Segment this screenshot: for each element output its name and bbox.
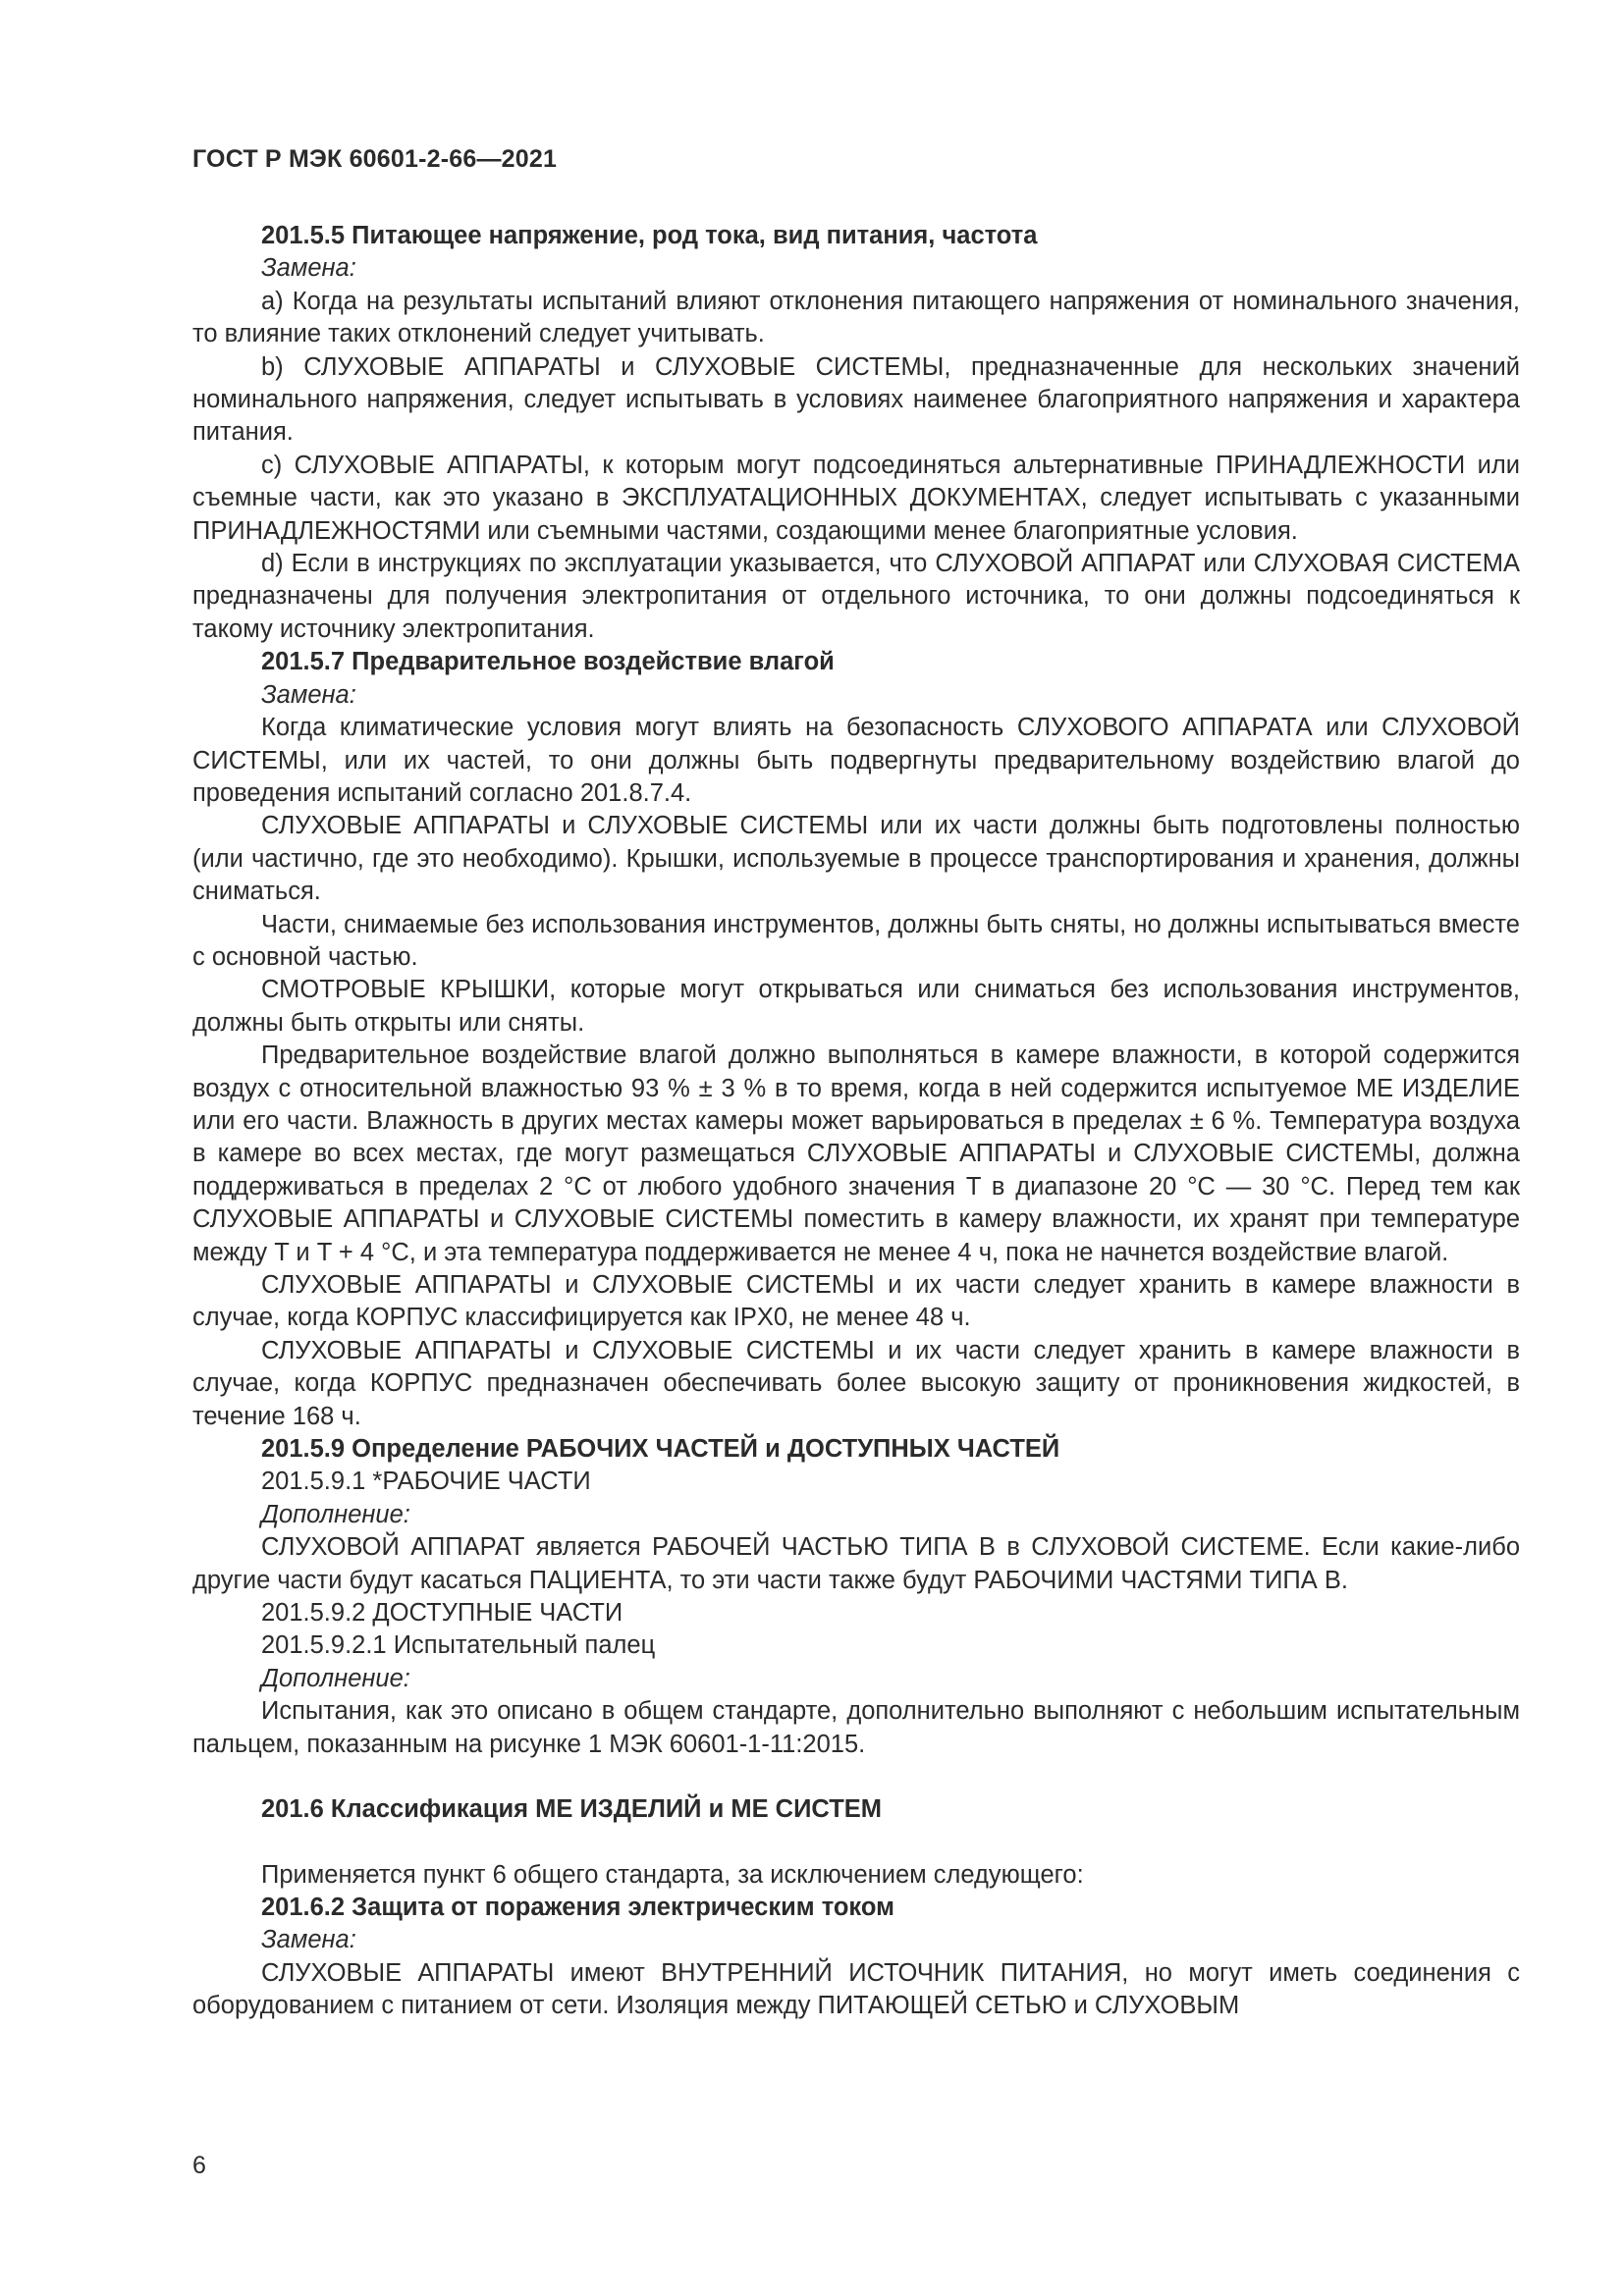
paragraph-b: b) СЛУХОВЫЕ АППАРАТЫ и СЛУХОВЫЕ СИСТЕМЫ, предназначенные для нескольких значений номинального напряжения, следует испытывать в условиях наименее благоприятного напряжения и характера питания. [192, 352, 1520, 447]
subsection-201-5-9-2: 201.5.9.2 ДОСТУПНЫЕ ЧАСТИ [261, 1599, 623, 1628]
paragraph: СМОТРОВЫЕ КРЫШКИ, которые могут открываться или сниматься без использования инструментов, должны быть открыты или сняты. [192, 976, 1520, 1037]
paragraph: СЛУХОВЫЕ АППАРАТЫ и СЛУХОВЫЕ СИСТЕМЫ и их части следует хранить в камере влажности в случае, когда КОРПУС классифицируется как IPX0, не менее 48 ч. [192, 1271, 1520, 1332]
paragraph: Части, снимаемые без использования инструментов, должны быть сняты, но должны испытываться вместе с основной частью. [192, 910, 1520, 971]
paragraph: СЛУХОВОЙ АППАРАТ является РАБОЧЕЙ ЧАСТЬЮ ТИПА B в СЛУХОВОЙ СИСТЕМЕ. Если какие-либо другие части будут касаться ПАЦИЕНТА, то эти части также будут РАБОЧИМИ ЧАСТЯМИ ТИПА B. [192, 1533, 1520, 1594]
replacement-note: Замена: [261, 1926, 356, 1954]
paragraph: СЛУХОВЫЕ АППАРАТЫ имеют ВНУТРЕННИЙ ИСТОЧНИК ПИТАНИЯ, но могут иметь соединения с оборудованием с питанием от сети. Изоляция между ПИТАЮЩЕЙ СЕТЬЮ и СЛУХОВЫМ [192, 1958, 1520, 2020]
paragraph: СЛУХОВЫЕ АППАРАТЫ и СЛУХОВЫЕ СИСТЕМЫ и их части следует хранить в камере влажности в случае, когда КОРПУС предназначен обеспечивать более высокую защиту от проникновения жидкостей, в течение 168 ч. [192, 1336, 1520, 1430]
standard-header: ГОСТ Р МЭК 60601-2-66—2021 [192, 145, 558, 173]
paragraph-a: a) Когда на результаты испытаний влияют отклонения питающего напряжения от номинального значения, то влияние таких отклонений следует учитывать. [192, 287, 1520, 348]
section-title-201-5-5: 201.5.5 Питающее напряжение, род тока, вид питания, частота [261, 222, 1038, 249]
subsection-201-5-9-2-1: 201.5.9.2.1 Испытательный палец [261, 1631, 656, 1660]
section-title-201-5-7: 201.5.7 Предварительное воздействие влагой [261, 648, 835, 676]
paragraph-d: d) Если в инструкциях по эксплуатации указывается, что СЛУХОВОЙ АППАРАТ или СЛУХОВАЯ СИСТЕМА предназначены для получения электропитания от отдельного источника, то они должны подсоединяться к такому источнику электропитания. [192, 550, 1520, 643]
paragraph: Применяется пункт 6 общего стандарта, за исключением следующего: [261, 1860, 1084, 1889]
subsection-201-6-2: 201.6.2 Защита от поражения электрическим током [261, 1893, 894, 1921]
replacement-note: Замена: [261, 254, 356, 283]
paragraph-c: c) СЛУХОВЫЕ АППАРАТЫ, к которым могут подсоединяться альтернативные ПРИНАДЛЕЖНОСТИ или съемные части, как это указано в ЭКСПЛУАТАЦИОННЫХ ДОКУМЕНТАХ, следует испытывать с указанными ПРИНАДЛЕЖНОСТЯМИ или съемными частями, создающими менее благоприятные условия. [192, 451, 1520, 545]
page-number: 6 [192, 2152, 206, 2179]
paragraph: Испытания, как это описано в общем стандарте, дополнительно выполняют с небольшим испытательным пальцем, показанным на рисунке 1 МЭК 60601-1-11:2015. [192, 1697, 1520, 1758]
section-title-201-5-9: 201.5.9 Определение РАБОЧИХ ЧАСТЕЙ и ДОСТУПНЫХ ЧАСТЕЙ [261, 1435, 1060, 1464]
addition-note: Дополнение: [261, 1500, 410, 1528]
paragraph: СЛУХОВЫЕ АППАРАТЫ и СЛУХОВЫЕ СИСТЕМЫ или их части должны быть подготовлены полностью (или частично, где это необходимо). Крышки, используемые в процессе транспортирования и хранения, должны сниматься. [192, 812, 1520, 906]
addition-note: Дополнение: [261, 1664, 410, 1692]
replacement-note: Замена: [261, 680, 356, 709]
spacer [192, 1761, 1520, 1793]
spacer [192, 1827, 1520, 1859]
paragraph: Предварительное воздействие влагой должно выполняться в камере влажности, в которой содержится воздух с относительной влажностью 93 % ± 3 % в то время, когда в ней содержится испытуемое МЕ ИЗДЕЛИЕ или его части. Влажность в других местах камеры может варьироваться в пределах ± 6 %. Температура воздуха в камере во всех местах, где могут размещаться СЛУХОВЫЕ АППАРАТЫ и СЛУХОВЫЕ СИСТЕМЫ, должна поддерживаться в пределах 2 °C от любого удобного значения T в диапазоне 20 °C — 30 °C. Перед тем как СЛУХОВЫЕ АППАРАТЫ и СЛУХОВЫЕ СИСТЕМЫ поместить в камеру влажности, их хранят при температуре между T и T + 4 °C, и эта температура поддерживается не менее 4 ч, пока не начнется воздействие влагой. [192, 1041, 1520, 1266]
paragraph: Когда климатические условия могут влиять на безопасность СЛУХОВОГО АППАРАТА или СЛУХОВОЙ СИСТЕМЫ, или их частей, то они должны быть подвергнуты предварительному воздействию влагой до проведения испытаний согласно 201.8.7.4. [192, 714, 1520, 807]
section-title-201-6: 201.6 Классификация МЕ ИЗДЕЛИЙ и МЕ СИСТЕМ [261, 1795, 883, 1824]
page-content [192, 220, 1520, 2023]
subsection-201-5-9-1: 201.5.9.1 *РАБОЧИЕ ЧАСТИ [261, 1468, 591, 1496]
